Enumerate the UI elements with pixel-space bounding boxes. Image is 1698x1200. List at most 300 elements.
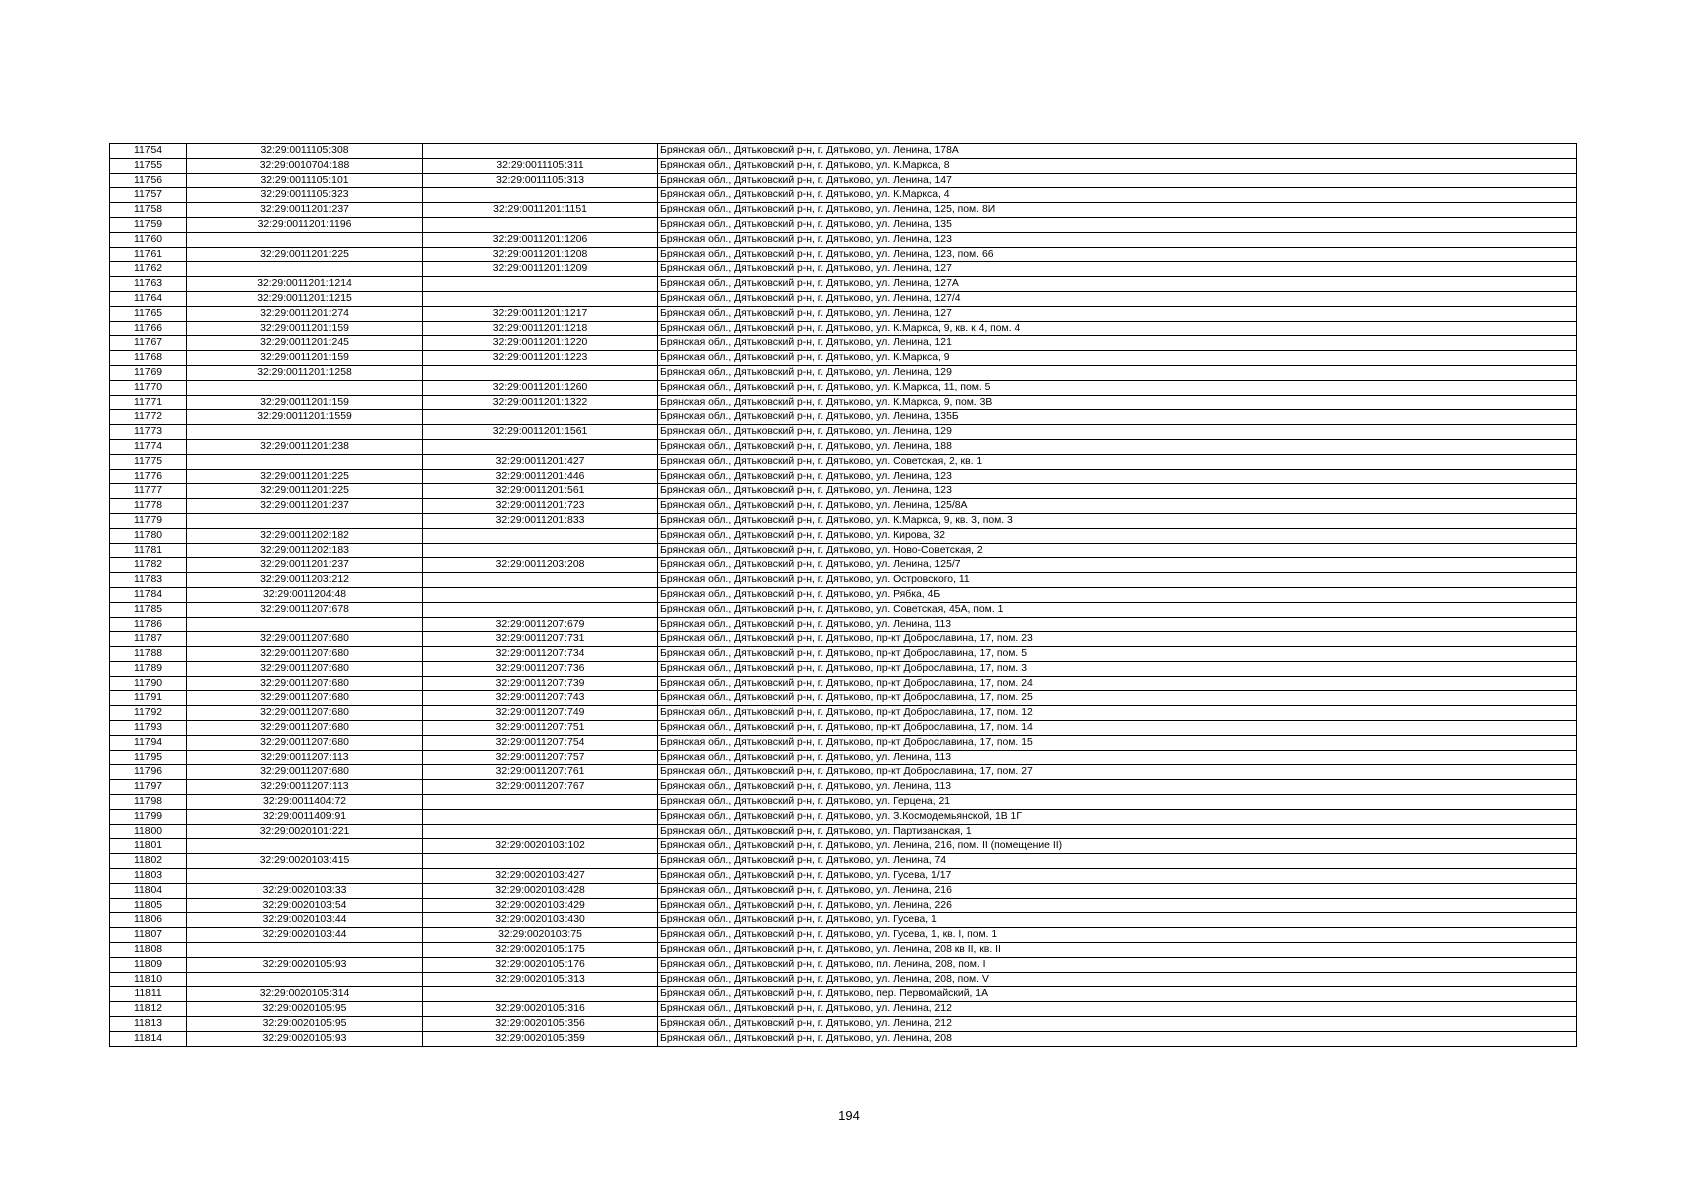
address-cell: Брянская обл., Дятьковский р-н, г. Дятьково, ул. Герцена, 21 <box>658 795 1577 810</box>
row-number-cell: 11769 <box>110 365 187 380</box>
table-row <box>110 306 1577 321</box>
related-cadastral-number-cell: 32:29:0011201:1220 <box>423 336 658 351</box>
address-cell: Брянская обл., Дятьковский р-н, г. Дятьково, пр-кт Доброславина, 17, пом. 23 <box>658 632 1577 647</box>
table-row <box>110 247 1577 262</box>
table-row <box>110 721 1577 736</box>
related-cadastral-number-cell: 32:29:0011105:311 <box>423 158 658 173</box>
related-cadastral-number-cell: 32:29:0011201:723 <box>423 499 658 514</box>
address-cell: Брянская обл., Дятьковский р-н, г. Дятьково, ул. Ленина, 113 <box>658 780 1577 795</box>
address-cell: Брянская обл., Дятьковский р-н, г. Дятьково, ул. Ленина, 123 <box>658 484 1577 499</box>
related-cadastral-number-cell <box>423 854 658 869</box>
cadastral-number-cell: 32:29:0020103:44 <box>187 913 423 928</box>
cadastral-number-cell: 32:29:0011207:680 <box>187 721 423 736</box>
address-cell: Брянская обл., Дятьковский р-н, г. Дятьково, пр-кт Доброславина, 17, пом. 25 <box>658 691 1577 706</box>
address-cell: Брянская обл., Дятьковский р-н, г. Дятьково, ул. К.Маркса, 11, пом. 5 <box>658 380 1577 395</box>
table-row <box>110 957 1577 972</box>
table-row <box>110 987 1577 1002</box>
related-cadastral-number-cell <box>423 410 658 425</box>
related-cadastral-number-cell <box>423 528 658 543</box>
row-number-cell: 11800 <box>110 824 187 839</box>
row-number-cell: 11814 <box>110 1031 187 1046</box>
row-number-cell: 11803 <box>110 869 187 884</box>
related-cadastral-number-cell: 32:29:0011207:754 <box>423 735 658 750</box>
table-row <box>110 410 1577 425</box>
cadastral-number-cell: 32:29:0011207:680 <box>187 706 423 721</box>
address-cell: Брянская обл., Дятьковский р-н, г. Дятьково, ул. Ленина, 129 <box>658 425 1577 440</box>
row-number-cell: 11799 <box>110 809 187 824</box>
table-row <box>110 883 1577 898</box>
cadastral-number-cell: 32:29:0020103:415 <box>187 854 423 869</box>
address-cell: Брянская обл., Дятьковский р-н, г. Дятьково, ул. Советская, 2, кв. 1 <box>658 454 1577 469</box>
address-cell: Брянская обл., Дятьковский р-н, г. Дятьково, ул. Ленина, 208 <box>658 1031 1577 1046</box>
row-number-cell: 11794 <box>110 735 187 750</box>
cadastral-number-cell <box>187 869 423 884</box>
address-cell: Брянская обл., Дятьковский р-н, г. Дятьково, ул. Ленина, 212 <box>658 1002 1577 1017</box>
related-cadastral-number-cell: 32:29:0020103:102 <box>423 839 658 854</box>
cadastral-number-cell <box>187 380 423 395</box>
row-number-cell: 11778 <box>110 499 187 514</box>
table-row <box>110 795 1577 810</box>
table-row <box>110 232 1577 247</box>
table-row <box>110 543 1577 558</box>
row-number-cell: 11789 <box>110 661 187 676</box>
cadastral-number-cell <box>187 454 423 469</box>
cadastral-number-cell: 32:29:0011207:680 <box>187 647 423 662</box>
row-number-cell: 11791 <box>110 691 187 706</box>
related-cadastral-number-cell: 32:29:0011201:1223 <box>423 351 658 366</box>
table-row <box>110 1031 1577 1046</box>
address-cell: Брянская обл., Дятьковский р-н, г. Дятьково, ул. З.Космодемьянской, 1В 1Г <box>658 809 1577 824</box>
cadastral-number-cell <box>187 232 423 247</box>
row-number-cell: 11806 <box>110 913 187 928</box>
table-row <box>110 173 1577 188</box>
table-row <box>110 587 1577 602</box>
table-row <box>110 144 1577 159</box>
address-cell: Брянская обл., Дятьковский р-н, г. Дятьково, ул. Ленина, 135 <box>658 217 1577 232</box>
cadastral-number-cell <box>187 972 423 987</box>
row-number-cell: 11771 <box>110 395 187 410</box>
cadastral-number-cell: 32:29:0011201:237 <box>187 558 423 573</box>
row-number-cell: 11783 <box>110 573 187 588</box>
cadastral-number-cell: 32:29:0011409:91 <box>187 809 423 824</box>
cadastral-number-cell: 32:29:0011202:183 <box>187 543 423 558</box>
row-number-cell: 11804 <box>110 883 187 898</box>
table-row <box>110 839 1577 854</box>
table-row <box>110 676 1577 691</box>
table-row <box>110 928 1577 943</box>
table-row <box>110 528 1577 543</box>
cadastral-number-cell: 32:29:0011207:680 <box>187 632 423 647</box>
related-cadastral-number-cell: 32:29:0011207:679 <box>423 617 658 632</box>
address-cell: Брянская обл., Дятьковский р-н, г. Дятьково, ул. К.Маркса, 9, кв. 3, пом. 3 <box>658 513 1577 528</box>
table-row <box>110 632 1577 647</box>
cadastral-number-cell: 32:29:0011201:237 <box>187 203 423 218</box>
address-cell: Брянская обл., Дятьковский р-н, г. Дятьково, ул. Гусева, 1 <box>658 913 1577 928</box>
related-cadastral-number-cell: 32:29:0011207:761 <box>423 765 658 780</box>
table-row <box>110 972 1577 987</box>
row-number-cell: 11811 <box>110 987 187 1002</box>
address-cell: Брянская обл., Дятьковский р-н, г. Дятьково, ул. К.Маркса, 9, пом. 3В <box>658 395 1577 410</box>
related-cadastral-number-cell: 32:29:0011207:757 <box>423 750 658 765</box>
row-number-cell: 11807 <box>110 928 187 943</box>
cadastral-number-cell: 32:29:0011201:245 <box>187 336 423 351</box>
related-cadastral-number-cell: 32:29:0011207:767 <box>423 780 658 795</box>
cadastral-number-cell: 32:29:0011203:212 <box>187 573 423 588</box>
address-cell: Брянская обл., Дятьковский р-н, г. Дятьково, пр-кт Доброславина, 17, пом. 5 <box>658 647 1577 662</box>
related-cadastral-number-cell: 32:29:0011201:833 <box>423 513 658 528</box>
cadastral-number-cell: 32:29:0011201:1196 <box>187 217 423 232</box>
address-cell: Брянская обл., Дятьковский р-н, г. Дятьково, пл. Ленина, 208, пом. I <box>658 957 1577 972</box>
related-cadastral-number-cell: 32:29:0020105:176 <box>423 957 658 972</box>
address-cell: Брянская обл., Дятьковский р-н, г. Дятьково, ул. Ленина, 135Б <box>658 410 1577 425</box>
address-cell: Брянская обл., Дятьковский р-н, г. Дятьково, ул. К.Маркса, 9, кв. к 4, пом. 4 <box>658 321 1577 336</box>
row-number-cell: 11761 <box>110 247 187 262</box>
cadastral-number-cell: 32:29:0011207:680 <box>187 735 423 750</box>
address-cell: Брянская обл., Дятьковский р-н, г. Дятьково, ул. К.Маркса, 4 <box>658 188 1577 203</box>
related-cadastral-number-cell: 32:29:0020105:359 <box>423 1031 658 1046</box>
row-number-cell: 11777 <box>110 484 187 499</box>
cadastral-number-cell: 32:29:0011207:680 <box>187 765 423 780</box>
table-row <box>110 484 1577 499</box>
related-cadastral-number-cell: 32:29:0011201:1206 <box>423 232 658 247</box>
table-row <box>110 602 1577 617</box>
row-number-cell: 11762 <box>110 262 187 277</box>
address-cell: Брянская обл., Дятьковский р-н, г. Дятьково, ул. Гусева, 1/17 <box>658 869 1577 884</box>
address-cell: Брянская обл., Дятьковский р-н, г. Дятьково, ул. Ленина, 226 <box>658 898 1577 913</box>
row-number-cell: 11797 <box>110 780 187 795</box>
related-cadastral-number-cell <box>423 573 658 588</box>
related-cadastral-number-cell <box>423 543 658 558</box>
related-cadastral-number-cell: 32:29:0011105:313 <box>423 173 658 188</box>
address-cell: Брянская обл., Дятьковский р-н, г. Дятьково, ул. Рябка, 4Б <box>658 587 1577 602</box>
table-row <box>110 824 1577 839</box>
address-cell: Брянская обл., Дятьковский р-н, г. Дятьково, ул. Ленина, 123 <box>658 469 1577 484</box>
cadastral-number-cell: 32:29:0011105:101 <box>187 173 423 188</box>
related-cadastral-number-cell: 32:29:0020105:316 <box>423 1002 658 1017</box>
row-number-cell: 11805 <box>110 898 187 913</box>
address-cell: Брянская обл., Дятьковский р-н, г. Дятьково, ул. Ленина, 123, пом. 66 <box>658 247 1577 262</box>
cadastral-number-cell <box>187 839 423 854</box>
address-cell: Брянская обл., Дятьковский р-н, г. Дятьково, ул. Ленина, 125, пом. 8И <box>658 203 1577 218</box>
address-cell: Брянская обл., Дятьковский р-н, г. Дятьково, ул. К.Маркса, 8 <box>658 158 1577 173</box>
cadastral-number-cell: 32:29:0020103:33 <box>187 883 423 898</box>
row-number-cell: 11812 <box>110 1002 187 1017</box>
row-number-cell: 11764 <box>110 291 187 306</box>
address-cell: Брянская обл., Дятьковский р-н, г. Дятьково, пр-кт Доброславина, 17, пом. 14 <box>658 721 1577 736</box>
cadastral-number-cell: 32:29:0011201:238 <box>187 439 423 454</box>
registry-table-body <box>110 144 1577 1047</box>
address-cell: Брянская обл., Дятьковский р-н, г. Дятьково, ул. Ленина, 121 <box>658 336 1577 351</box>
cadastral-number-cell: 32:29:0020101:221 <box>187 824 423 839</box>
address-cell: Брянская обл., Дятьковский р-н, г. Дятьково, ул. Ленина, 208, пом. V <box>658 972 1577 987</box>
related-cadastral-number-cell <box>423 217 658 232</box>
address-cell: Брянская обл., Дятьковский р-н, г. Дятьково, ул. Ленина, 74 <box>658 854 1577 869</box>
row-number-cell: 11757 <box>110 188 187 203</box>
table-row <box>110 321 1577 336</box>
address-cell: Брянская обл., Дятьковский р-н, г. Дятьково, пер. Первомайский, 1А <box>658 987 1577 1002</box>
table-row <box>110 469 1577 484</box>
cadastral-number-cell: 32:29:0020105:314 <box>187 987 423 1002</box>
row-number-cell: 11796 <box>110 765 187 780</box>
table-row <box>110 898 1577 913</box>
related-cadastral-number-cell <box>423 291 658 306</box>
address-cell: Брянская обл., Дятьковский р-н, г. Дятьково, ул. Ново-Советская, 2 <box>658 543 1577 558</box>
table-row <box>110 943 1577 958</box>
related-cadastral-number-cell: 32:29:0020103:430 <box>423 913 658 928</box>
address-cell: Брянская обл., Дятьковский р-н, г. Дятьково, ул. Кирова, 32 <box>658 528 1577 543</box>
related-cadastral-number-cell: 32:29:0011201:1260 <box>423 380 658 395</box>
related-cadastral-number-cell <box>423 987 658 1002</box>
row-number-cell: 11792 <box>110 706 187 721</box>
cadastral-number-cell: 32:29:0011201:237 <box>187 499 423 514</box>
address-cell: Брянская обл., Дятьковский р-н, г. Дятьково, ул. Ленина, 208 кв II, кв. II <box>658 943 1577 958</box>
cadastral-number-cell: 32:29:0020103:44 <box>187 928 423 943</box>
related-cadastral-number-cell: 32:29:0011203:208 <box>423 558 658 573</box>
related-cadastral-number-cell: 32:29:0011201:1208 <box>423 247 658 262</box>
cadastral-number-cell: 32:29:0011207:113 <box>187 780 423 795</box>
related-cadastral-number-cell: 32:29:0011201:1218 <box>423 321 658 336</box>
related-cadastral-number-cell <box>423 824 658 839</box>
row-number-cell: 11768 <box>110 351 187 366</box>
row-number-cell: 11755 <box>110 158 187 173</box>
address-cell: Брянская обл., Дятьковский р-н, г. Дятьково, ул. Партизанская, 1 <box>658 824 1577 839</box>
table-row <box>110 661 1577 676</box>
table-row <box>110 735 1577 750</box>
page-number: 194 <box>838 1108 860 1123</box>
cadastral-number-cell: 32:29:0010704:188 <box>187 158 423 173</box>
row-number-cell: 11785 <box>110 602 187 617</box>
table-row <box>110 336 1577 351</box>
registry-table <box>109 143 1577 1047</box>
address-cell: Брянская обл., Дятьковский р-н, г. Дятьково, ул. Ленина, 147 <box>658 173 1577 188</box>
table-row <box>110 1002 1577 1017</box>
cadastral-number-cell: 32:29:0011404:72 <box>187 795 423 810</box>
address-cell: Брянская обл., Дятьковский р-н, г. Дятьково, ул. Островского, 11 <box>658 573 1577 588</box>
related-cadastral-number-cell <box>423 188 658 203</box>
cadastral-number-cell: 32:29:0020105:95 <box>187 1017 423 1032</box>
row-number-cell: 11782 <box>110 558 187 573</box>
address-cell: Брянская обл., Дятьковский р-н, г. Дятьково, пр-кт Доброславина, 17, пом. 3 <box>658 661 1577 676</box>
address-cell: Брянская обл., Дятьковский р-н, г. Дятьково, ул. Ленина, 113 <box>658 750 1577 765</box>
table-row <box>110 499 1577 514</box>
row-number-cell: 11774 <box>110 439 187 454</box>
related-cadastral-number-cell: 32:29:0011201:427 <box>423 454 658 469</box>
address-cell: Брянская обл., Дятьковский р-н, г. Дятьково, ул. К.Маркса, 9 <box>658 351 1577 366</box>
related-cadastral-number-cell <box>423 809 658 824</box>
table-row <box>110 913 1577 928</box>
related-cadastral-number-cell: 32:29:0011201:1209 <box>423 262 658 277</box>
cadastral-number-cell: 32:29:0011207:680 <box>187 676 423 691</box>
cadastral-number-cell: 32:29:0011201:225 <box>187 469 423 484</box>
row-number-cell: 11759 <box>110 217 187 232</box>
cadastral-number-cell: 32:29:0011201:1214 <box>187 277 423 292</box>
table-row <box>110 513 1577 528</box>
cadastral-number-cell: 32:29:0011105:323 <box>187 188 423 203</box>
cadastral-number-cell: 32:29:0011201:1258 <box>187 365 423 380</box>
row-number-cell: 11779 <box>110 513 187 528</box>
address-cell: Брянская обл., Дятьковский р-н, г. Дятьково, ул. Ленина, 127 <box>658 262 1577 277</box>
address-cell: Брянская обл., Дятьковский р-н, г. Дятьково, ул. Ленина, 188 <box>658 439 1577 454</box>
address-cell: Брянская обл., Дятьковский р-н, г. Дятьково, пр-кт Доброславина, 17, пом. 24 <box>658 676 1577 691</box>
table-row <box>110 380 1577 395</box>
related-cadastral-number-cell: 32:29:0011207:751 <box>423 721 658 736</box>
row-number-cell: 11773 <box>110 425 187 440</box>
cadastral-number-cell <box>187 617 423 632</box>
cadastral-number-cell: 32:29:0011201:159 <box>187 351 423 366</box>
row-number-cell: 11756 <box>110 173 187 188</box>
address-cell: Брянская обл., Дятьковский р-н, г. Дятьково, пр-кт Доброславина, 17, пом. 12 <box>658 706 1577 721</box>
row-number-cell: 11775 <box>110 454 187 469</box>
table-row <box>110 365 1577 380</box>
table-row <box>110 262 1577 277</box>
row-number-cell: 11763 <box>110 277 187 292</box>
related-cadastral-number-cell: 32:29:0011207:731 <box>423 632 658 647</box>
table-row <box>110 203 1577 218</box>
address-cell: Брянская обл., Дятьковский р-н, г. Дятьково, пр-кт Доброславина, 17, пом. 27 <box>658 765 1577 780</box>
table-row <box>110 158 1577 173</box>
table-row <box>110 780 1577 795</box>
row-number-cell: 11758 <box>110 203 187 218</box>
related-cadastral-number-cell: 32:29:0020105:175 <box>423 943 658 958</box>
table-row <box>110 188 1577 203</box>
row-number-cell: 11810 <box>110 972 187 987</box>
row-number-cell: 11808 <box>110 943 187 958</box>
address-cell: Брянская обл., Дятьковский р-н, г. Дятьково, ул. Ленина, 127/4 <box>658 291 1577 306</box>
row-number-cell: 11801 <box>110 839 187 854</box>
table-row <box>110 869 1577 884</box>
related-cadastral-number-cell: 32:29:0011201:561 <box>423 484 658 499</box>
row-number-cell: 11760 <box>110 232 187 247</box>
related-cadastral-number-cell: 32:29:0011207:736 <box>423 661 658 676</box>
related-cadastral-number-cell: 32:29:0011201:1322 <box>423 395 658 410</box>
cadastral-number-cell: 32:29:0011201:274 <box>187 306 423 321</box>
table-row <box>110 750 1577 765</box>
cadastral-number-cell <box>187 425 423 440</box>
row-number-cell: 11788 <box>110 647 187 662</box>
row-number-cell: 11802 <box>110 854 187 869</box>
related-cadastral-number-cell: 32:29:0020103:428 <box>423 883 658 898</box>
related-cadastral-number-cell <box>423 439 658 454</box>
cadastral-number-cell <box>187 513 423 528</box>
related-cadastral-number-cell <box>423 365 658 380</box>
address-cell: Брянская обл., Дятьковский р-н, г. Дятьково, пр-кт Доброславина, 17, пом. 15 <box>658 735 1577 750</box>
row-number-cell: 11786 <box>110 617 187 632</box>
address-cell: Брянская обл., Дятьковский р-н, г. Дятьково, ул. Ленина, 123 <box>658 232 1577 247</box>
related-cadastral-number-cell: 32:29:0011201:1561 <box>423 425 658 440</box>
row-number-cell: 11781 <box>110 543 187 558</box>
table-row <box>110 1017 1577 1032</box>
row-number-cell: 11790 <box>110 676 187 691</box>
address-cell: Брянская обл., Дятьковский р-н, г. Дятьково, ул. Ленина, 125/8А <box>658 499 1577 514</box>
cadastral-number-cell: 32:29:0011201:159 <box>187 395 423 410</box>
related-cadastral-number-cell: 32:29:0011201:446 <box>423 469 658 484</box>
related-cadastral-number-cell <box>423 602 658 617</box>
address-cell: Брянская обл., Дятьковский р-н, г. Дятьково, ул. Ленина, 127 <box>658 306 1577 321</box>
related-cadastral-number-cell <box>423 587 658 602</box>
cadastral-number-cell <box>187 943 423 958</box>
address-cell: Брянская обл., Дятьковский р-н, г. Дятьково, ул. Ленина, 127А <box>658 277 1577 292</box>
table-row <box>110 351 1577 366</box>
address-cell: Брянская обл., Дятьковский р-н, г. Дятьково, ул. Гусева, 1, кв. I, пом. 1 <box>658 928 1577 943</box>
row-number-cell: 11795 <box>110 750 187 765</box>
address-cell: Брянская обл., Дятьковский р-н, г. Дятьково, ул. Советская, 45А, пом. 1 <box>658 602 1577 617</box>
related-cadastral-number-cell: 32:29:0011207:734 <box>423 647 658 662</box>
cadastral-number-cell: 32:29:0011207:113 <box>187 750 423 765</box>
cadastral-number-cell: 32:29:0011202:182 <box>187 528 423 543</box>
address-cell: Брянская обл., Дятьковский р-н, г. Дятьково, ул. Ленина, 113 <box>658 617 1577 632</box>
cadastral-number-cell: 32:29:0011201:1559 <box>187 410 423 425</box>
cadastral-number-cell: 32:29:0020105:93 <box>187 957 423 972</box>
cadastral-number-cell: 32:29:0020105:93 <box>187 1031 423 1046</box>
row-number-cell: 11765 <box>110 306 187 321</box>
related-cadastral-number-cell: 32:29:0011207:749 <box>423 706 658 721</box>
related-cadastral-number-cell: 32:29:0011207:739 <box>423 676 658 691</box>
related-cadastral-number-cell: 32:29:0020105:356 <box>423 1017 658 1032</box>
row-number-cell: 11770 <box>110 380 187 395</box>
table-row <box>110 291 1577 306</box>
row-number-cell: 11766 <box>110 321 187 336</box>
cadastral-number-cell: 32:29:0011207:678 <box>187 602 423 617</box>
related-cadastral-number-cell <box>423 795 658 810</box>
row-number-cell: 11813 <box>110 1017 187 1032</box>
table-row <box>110 558 1577 573</box>
cadastral-number-cell: 32:29:0011207:680 <box>187 691 423 706</box>
related-cadastral-number-cell: 32:29:0011207:743 <box>423 691 658 706</box>
table-row <box>110 854 1577 869</box>
row-number-cell: 11798 <box>110 795 187 810</box>
table-row <box>110 454 1577 469</box>
cadastral-number-cell: 32:29:0020103:54 <box>187 898 423 913</box>
address-cell: Брянская обл., Дятьковский р-н, г. Дятьково, ул. Ленина, 125/7 <box>658 558 1577 573</box>
cadastral-number-cell <box>187 262 423 277</box>
related-cadastral-number-cell: 32:29:0011201:1151 <box>423 203 658 218</box>
cadastral-number-cell: 32:29:0011105:308 <box>187 144 423 159</box>
cadastral-number-cell: 32:29:0011207:680 <box>187 661 423 676</box>
table-row <box>110 765 1577 780</box>
related-cadastral-number-cell: 32:29:0020103:427 <box>423 869 658 884</box>
related-cadastral-number-cell: 32:29:0020103:429 <box>423 898 658 913</box>
cadastral-number-cell: 32:29:0011201:225 <box>187 247 423 262</box>
row-number-cell: 11809 <box>110 957 187 972</box>
cadastral-number-cell: 32:29:0011201:1215 <box>187 291 423 306</box>
table-row <box>110 706 1577 721</box>
table-row <box>110 277 1577 292</box>
address-cell: Брянская обл., Дятьковский р-н, г. Дятьково, ул. Ленина, 216, пом. II (помещение II) <box>658 839 1577 854</box>
row-number-cell: 11772 <box>110 410 187 425</box>
row-number-cell: 11784 <box>110 587 187 602</box>
address-cell: Брянская обл., Дятьковский р-н, г. Дятьково, ул. Ленина, 216 <box>658 883 1577 898</box>
related-cadastral-number-cell <box>423 277 658 292</box>
row-number-cell: 11776 <box>110 469 187 484</box>
related-cadastral-number-cell: 32:29:0020103:75 <box>423 928 658 943</box>
row-number-cell: 11793 <box>110 721 187 736</box>
related-cadastral-number-cell: 32:29:0011201:1217 <box>423 306 658 321</box>
table-row <box>110 691 1577 706</box>
cadastral-number-cell: 32:29:0011201:225 <box>187 484 423 499</box>
table-row <box>110 617 1577 632</box>
row-number-cell: 11780 <box>110 528 187 543</box>
row-number-cell: 11787 <box>110 632 187 647</box>
row-number-cell: 11754 <box>110 144 187 159</box>
address-cell: Брянская обл., Дятьковский р-н, г. Дятьково, ул. Ленина, 178А <box>658 144 1577 159</box>
cadastral-number-cell: 32:29:0020105:95 <box>187 1002 423 1017</box>
related-cadastral-number-cell: 32:29:0020105:313 <box>423 972 658 987</box>
table-row <box>110 395 1577 410</box>
cadastral-number-cell: 32:29:0011201:159 <box>187 321 423 336</box>
table-row <box>110 647 1577 662</box>
cadastral-number-cell: 32:29:0011204:48 <box>187 587 423 602</box>
table-row <box>110 439 1577 454</box>
